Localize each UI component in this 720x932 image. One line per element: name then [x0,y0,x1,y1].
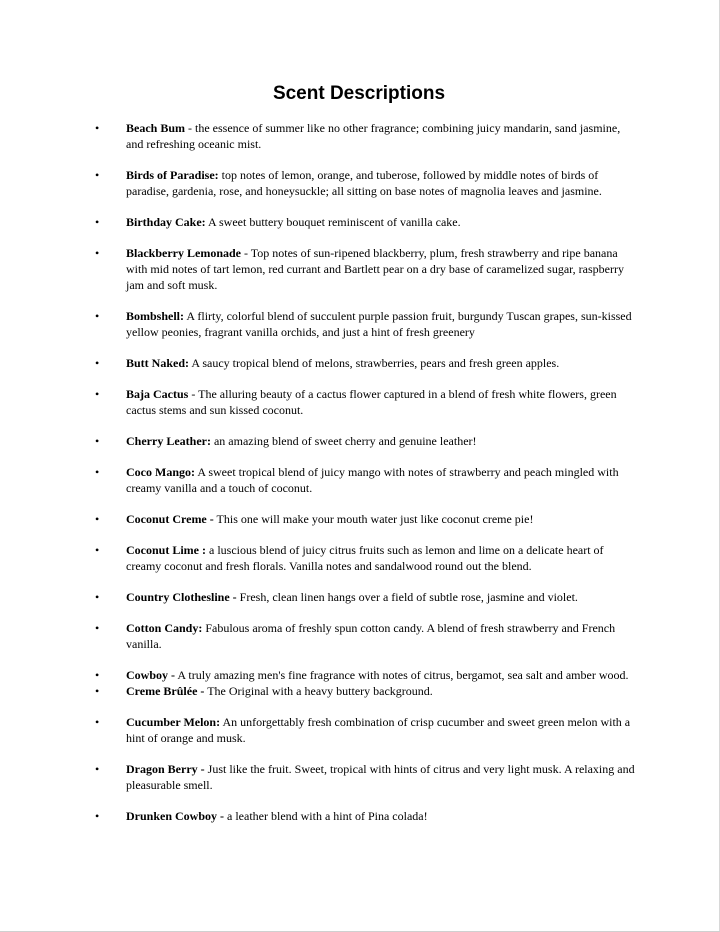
list-item [0,464,720,496]
list-item [0,308,720,340]
scent-description: - Top notes of sun-ripened blackberry, plum, fresh strawberry and ripe banana with mid notes of tart lemon, red currant and Bartlett pear on a dry base of caramelized sugar, raspberry jam and soft musk. [126,246,624,292]
list-item [0,511,720,527]
list-item [0,808,720,824]
scent-name: Bombshell: [126,309,185,323]
list-item [0,589,720,605]
scent-name: Birds of Paradise: [126,168,219,182]
list-item [0,683,720,699]
scent-description: A sweet tropical blend of juicy mango with notes of strawberry and peach mingled with creamy vanilla and a touch of coconut. [126,465,619,495]
scent-description: Fabulous aroma of freshly spun cotton candy. A blend of fresh strawberry and French vanilla. [126,621,616,651]
list-item [0,120,720,152]
list-item [0,386,720,418]
bullet-icon: • [95,590,100,604]
scent-list [0,120,720,839]
bullet-icon: • [95,621,100,635]
bullet-icon: • [95,121,100,135]
bullet-icon: • [95,168,100,182]
list-item [0,542,720,574]
bullet-icon: • [95,356,100,370]
scent-name: Cotton Candy: [126,621,203,635]
scent-name: Birthday Cake: [126,215,206,229]
list-item [0,667,720,683]
scent-description: an amazing blend of sweet cherry and genuine leather! [210,434,477,448]
scent-description: A saucy tropical blend of melons, strawberries, pears and fresh green apples. [189,356,560,370]
scent-description: A truly amazing men's fine fragrance with notes of citrus, bergamot, sea salt and amber wood. [175,668,629,682]
scent-name: Beach Bum [126,121,186,135]
scent-name: Cucumber Melon: [126,715,221,729]
list-item [0,761,720,793]
bullet-icon: • [95,215,100,229]
scent-name: Cowboy - [126,668,176,682]
scent-description: A sweet buttery bouquet reminiscent of vanilla cake. [205,215,461,229]
bullet-icon: • [95,246,100,260]
scent-name: Coconut Lime : [126,543,206,557]
bullet-icon: • [95,543,100,557]
scent-description: This one will make your mouth water just like coconut creme pie! [213,512,534,526]
scent-description: An unforgettably fresh combination of crisp cucumber and sweet green melon with a hint of orange and musk. [126,715,631,745]
list-item [0,167,720,199]
bullet-icon: • [95,309,100,323]
scent-name: Coconut Creme - [126,512,214,526]
scent-description: The Original with a heavy buttery background. [204,684,433,698]
scent-description: - the essence of summer like no other fragrance; combining juicy mandarin, sand jasmine, and refreshing oceanic mist. [126,121,621,151]
scent-name: Drunken Cowboy - [126,809,225,823]
scent-description: Just like the fruit. Sweet, tropical with hints of citrus and very light musk. A relaxing and pleasurable smell. [126,762,635,792]
list-item [0,433,720,449]
bullet-icon: • [95,465,100,479]
list-item [0,620,720,652]
bullet-icon: • [95,512,100,526]
bullet-icon: • [95,715,100,729]
scent-name: Dragon Berry - [126,762,205,776]
list-item [0,714,720,746]
scent-name: Butt Naked: [126,356,190,370]
scent-name: Country Clothesline - [126,590,237,604]
scent-name: Cherry Leather: [126,434,211,448]
scent-description: a luscious blend of juicy citrus fruits such as lemon and lime on a delicate heart of creamy coconut and fresh florals. Vanilla notes and sandalwood round out the blend. [126,543,604,573]
scent-description: A flirty, colorful blend of succulent purple passion fruit, burgundy Tuscan grapes, sun-kissed yellow peonies, fragrant vanilla orchids, and just a hint of fresh greenery [126,309,632,339]
scent-description: - The alluring beauty of a cactus flower captured in a blend of fresh white flowers, green cactus stems and sun kissed coconut. [126,387,617,417]
bullet-icon: • [95,762,100,776]
page-title: Scent Descriptions [272,83,446,104]
bullet-icon: • [95,434,100,448]
scent-description: top notes of lemon, orange, and tuberose, followed by middle notes of birds of paradise, gardenia, rose, and honeysuckle; all sitting on base notes of magnolia leaves and jasmine. [126,168,602,198]
scent-description: a leather blend with a hint of Pina colada! [224,809,428,823]
list-item [0,245,720,293]
scent-name: Baja Cactus [126,387,189,401]
scent-name: Blackberry Lemonade [126,246,241,260]
list-item [0,355,720,371]
scent-description: Fresh, clean linen hangs over a field of subtle rose, jasmine and violet. [236,590,578,604]
bullet-icon: • [95,387,100,401]
bullet-icon: • [95,668,100,682]
bullet-icon: • [95,684,100,698]
list-item [0,214,720,230]
scent-name: Coco Mango: [126,465,195,479]
bullet-icon: • [95,809,100,823]
scent-name: Creme Brûlée - [126,684,205,698]
